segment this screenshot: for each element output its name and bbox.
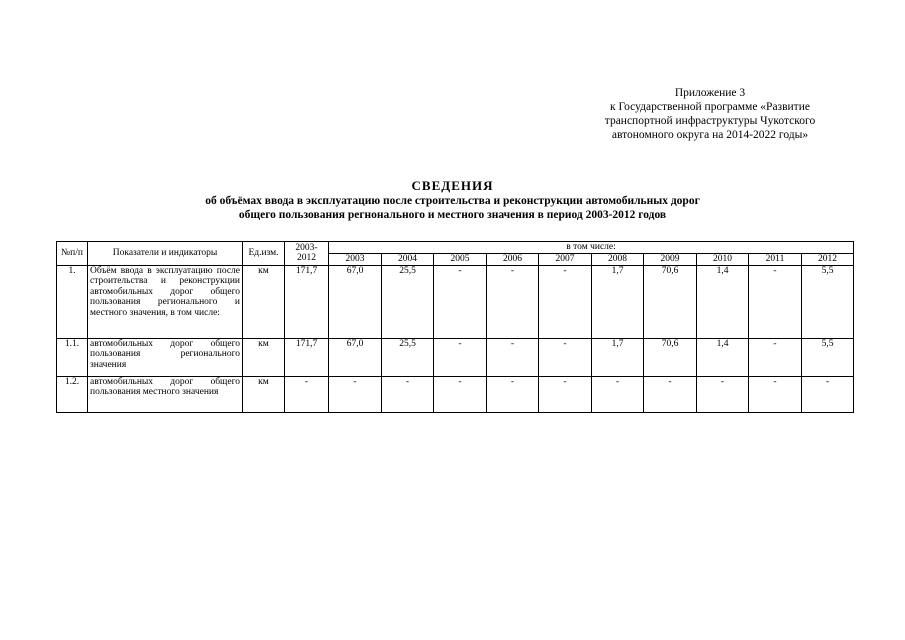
table-row xyxy=(57,265,854,338)
row-year-value: - xyxy=(434,265,487,338)
row-year-value: - xyxy=(539,338,592,376)
row-year-value: - xyxy=(487,265,539,338)
row-number: 1. xyxy=(57,265,88,338)
row-year-value: - xyxy=(487,376,539,412)
row-total: 171,7 xyxy=(285,338,329,376)
table-row xyxy=(57,376,854,412)
row-year-value: 70,6 xyxy=(644,338,697,376)
header-indicator: Показатели и индикаторы xyxy=(88,242,243,266)
row-year-value: - xyxy=(592,376,644,412)
row-year-value: 25,5 xyxy=(382,338,434,376)
header-year: 2012 xyxy=(802,254,854,266)
row-year-value: - xyxy=(539,265,592,338)
row-indicator: автомобильных дорог общего пользования регионального значения xyxy=(88,338,243,376)
table-row xyxy=(57,338,854,376)
row-year-value: - xyxy=(644,376,697,412)
appendix-line: к Государственной программе «Развитие xyxy=(610,101,810,113)
row-year-value: - xyxy=(539,376,592,412)
header-year: 2004 xyxy=(382,254,434,266)
header-year: 2009 xyxy=(644,254,697,266)
header-total: 2003-2012 xyxy=(285,242,329,266)
document-heading xyxy=(0,178,905,222)
row-year-value: - xyxy=(749,376,802,412)
row-year-value: 1,7 xyxy=(592,265,644,338)
header-year: 2010 xyxy=(697,254,749,266)
header-year: 2003 xyxy=(329,254,382,266)
header-year: 2008 xyxy=(592,254,644,266)
data-table xyxy=(56,241,854,413)
appendix-line: транспортной инфраструктуры Чукотского xyxy=(604,115,816,127)
document-title: СВЕДЕНИЯ xyxy=(411,178,494,193)
row-unit: км xyxy=(243,376,285,412)
row-year-value: 1,7 xyxy=(592,338,644,376)
row-year-value: - xyxy=(802,376,854,412)
row-number: 1.1. xyxy=(57,338,88,376)
row-total: 171,7 xyxy=(285,265,329,338)
row-year-value: - xyxy=(434,376,487,412)
row-year-value: - xyxy=(749,265,802,338)
row-unit: км xyxy=(243,265,285,338)
header-unit: Ед.изм. xyxy=(243,242,285,266)
row-total: - xyxy=(285,376,329,412)
appendix-line: Приложение 3 xyxy=(674,87,746,99)
row-year-value: - xyxy=(329,376,382,412)
header-num: №п/п xyxy=(57,242,88,266)
row-year-value: - xyxy=(749,338,802,376)
header-year: 2007 xyxy=(539,254,592,266)
row-year-value: 5,5 xyxy=(802,265,854,338)
appendix-line: автономного округа на 2014-2022 годы» xyxy=(611,129,809,141)
header-including: в том числе: xyxy=(329,242,854,254)
row-year-value: - xyxy=(434,338,487,376)
document-subtitle-line2: общего пользования регнонального и местного значения в период 2003-2012 годов xyxy=(238,209,667,221)
table-header-row xyxy=(57,242,854,254)
row-number: 1.2. xyxy=(57,376,88,412)
row-year-value: 67,0 xyxy=(329,265,382,338)
row-year-value: 25,5 xyxy=(382,265,434,338)
row-year-value: - xyxy=(487,338,539,376)
row-indicator: автомобильных дорог общего пользования местного значения xyxy=(88,376,243,412)
row-year-value: - xyxy=(382,376,434,412)
row-year-value: 1,4 xyxy=(697,338,749,376)
row-unit: км xyxy=(243,338,285,376)
row-year-value: 70,6 xyxy=(644,265,697,338)
header-year: 2006 xyxy=(487,254,539,266)
row-indicator: Объём ввода в эксплуатацию после строительства и реконструкции автомобильных дорог общего пользования регионального и местного значения, в том числе: xyxy=(88,265,243,338)
document-subtitle-line1: об объёмах ввода в эксплуатацию после строительства и реконструкции автомобильных дорог xyxy=(205,195,700,207)
row-year-value: 1,4 xyxy=(697,265,749,338)
row-year-value: 67,0 xyxy=(329,338,382,376)
header-year: 2005 xyxy=(434,254,487,266)
row-year-value: 5,5 xyxy=(802,338,854,376)
appendix-note xyxy=(560,86,860,142)
row-year-value: - xyxy=(697,376,749,412)
header-year: 2011 xyxy=(749,254,802,266)
